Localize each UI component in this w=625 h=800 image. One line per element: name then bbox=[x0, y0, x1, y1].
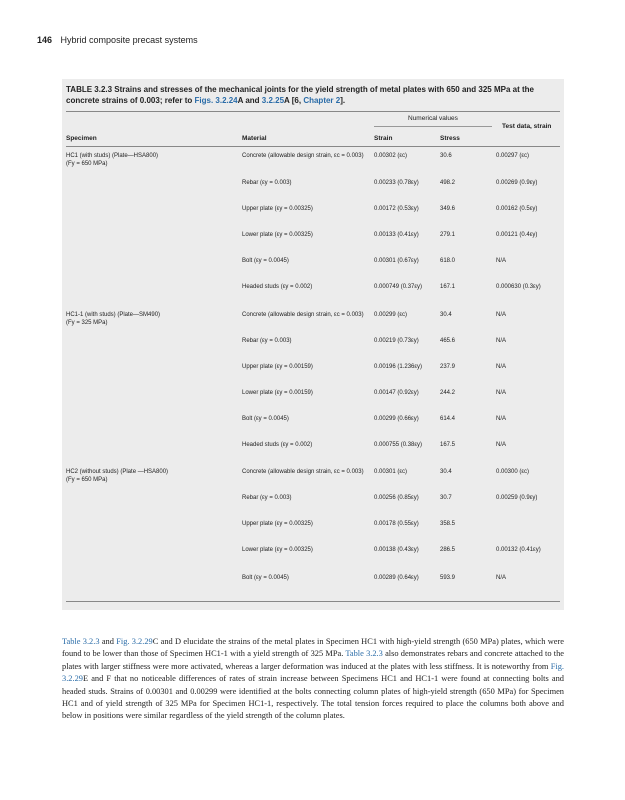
numerical-values-rule bbox=[374, 126, 492, 127]
table-cell: 167.5 bbox=[440, 442, 456, 448]
table-cell: 0.00297 (εc) bbox=[496, 153, 530, 159]
table-cell: 0.00299 (0.66εy) bbox=[374, 416, 419, 422]
table-cell: 0.00256 (0.85εy) bbox=[374, 495, 419, 501]
table-cell: 498.2 bbox=[440, 180, 456, 186]
table-cell: Rebar (εy = 0.003) bbox=[242, 180, 292, 186]
body-text-run: also demonstrates rebars and concrete attached to the plates with larger stiffness were more activated, whereas a larger deformation was induced at the plates with less stiffness. It is noteworthy from bbox=[62, 649, 564, 671]
table-cell: N/A bbox=[496, 258, 507, 264]
specimen-name: HC1-1 (with studs) (Plate—SM490) bbox=[66, 312, 161, 318]
table-cell: Bolt (εy = 0.0045) bbox=[242, 258, 289, 264]
body-text-run: and bbox=[99, 637, 117, 646]
table-cell: Upper plate (εy = 0.00159) bbox=[242, 364, 313, 370]
page-number: 146 bbox=[37, 35, 53, 45]
table-cell: N/A bbox=[496, 338, 507, 344]
caption-text: A [6, bbox=[284, 96, 304, 105]
table-cell: Lower plate (εy = 0.00325) bbox=[242, 547, 313, 553]
ref-link-table-3-2-3[interactable]: Table 3.2.3 bbox=[62, 637, 100, 646]
table-cell: 0.00219 (0.73εy) bbox=[374, 338, 419, 344]
header-numerical-values: Numerical values bbox=[408, 115, 458, 122]
table-cell: 593.9 bbox=[440, 575, 456, 581]
caption-text: ]. bbox=[340, 96, 346, 105]
ref-link-table-3-2-3[interactable]: Table 3.2.3 bbox=[345, 649, 383, 659]
table-cell: 237.9 bbox=[440, 364, 456, 370]
table-cell: Rebar (εy = 0.003) bbox=[242, 495, 292, 501]
caption-text: A and bbox=[237, 96, 262, 105]
table-cell: 30.6 bbox=[440, 153, 452, 159]
table-cell: 0.00178 (0.55εy) bbox=[374, 521, 419, 527]
caption-link-chapter-2[interactable]: Chapter 2 bbox=[303, 96, 341, 105]
specimen-name: HC2 (without studs) (Plate —HSA800) bbox=[66, 469, 169, 475]
table-cell: 0.00299 (εc) bbox=[374, 312, 408, 318]
table-cell: Bolt (εy = 0.0045) bbox=[242, 416, 289, 422]
table-cell: Concrete (allowable design strain, εc = 0.003) bbox=[242, 312, 364, 318]
ref-link-fig-3-2-29[interactable]: Fig. 3.2.29 bbox=[62, 661, 564, 684]
table-top-rule bbox=[66, 111, 560, 112]
table-cell: 0.00302 (εc) bbox=[374, 153, 408, 159]
table-cell: 618.0 bbox=[440, 258, 456, 264]
table-cell: N/A bbox=[496, 312, 507, 318]
table-cell: Lower plate (εy = 0.00325) bbox=[242, 232, 313, 238]
caption-text: TABLE 3.2.3 Strains and stresses of the mechanical joints for the yield strength of metal plates with 650 and 325 MPa at the concrete strains of 0.003; refer to bbox=[66, 85, 534, 105]
table-cell: 0.00138 (0.43εy) bbox=[374, 547, 419, 553]
table-cell: 0.000755 (0.38εy) bbox=[374, 442, 423, 448]
table-cell: Headed studs (εy = 0.002) bbox=[242, 284, 313, 290]
caption-link-fig-3-2-25[interactable]: 3.2.25 bbox=[261, 96, 285, 105]
header-strain: Strain bbox=[374, 135, 393, 142]
table-cell: 0.00196 (1.236εy) bbox=[374, 364, 423, 370]
table-cell: 0.00269 (0.9εy) bbox=[496, 180, 538, 186]
table-cell: Headed studs (εy = 0.002) bbox=[242, 442, 313, 448]
table-cell: 286.5 bbox=[440, 547, 456, 553]
table-cell: N/A bbox=[496, 390, 507, 396]
header-material: Material bbox=[242, 135, 267, 142]
table-caption bbox=[66, 84, 560, 106]
table-cell: 0.00259 (0.9εy) bbox=[496, 495, 538, 501]
table-cell: N/A bbox=[496, 364, 507, 370]
ref-link-fig-3-2-29[interactable]: Fig. 3.2.29 bbox=[116, 637, 153, 646]
table-cell: 0.000630 (0.3εy) bbox=[496, 284, 541, 290]
table-cell: N/A bbox=[496, 442, 507, 448]
table-cell: 614.4 bbox=[440, 416, 456, 422]
table-cell: Bolt (εy = 0.0045) bbox=[242, 575, 289, 581]
specimen-hc1 bbox=[66, 152, 226, 168]
table-cell: Concrete (allowable design strain, εc = 0.003) bbox=[242, 153, 364, 159]
table-cell: 0.00300 (εc) bbox=[496, 469, 530, 475]
table-cell: 0.000749 (0.37εy) bbox=[374, 284, 423, 290]
running-title: Hybrid composite precast systems bbox=[60, 35, 198, 45]
specimen-yield: (Fy = 650 MPa) bbox=[66, 477, 108, 483]
specimen-yield: (Fy = 650 MPa) bbox=[66, 161, 108, 167]
table-cell: 0.00301 (εc) bbox=[374, 469, 408, 475]
header-specimen: Specimen bbox=[66, 135, 97, 142]
table-cell: 0.00301 (0.67εy) bbox=[374, 258, 419, 264]
table-cell: 167.1 bbox=[440, 284, 456, 290]
table-cell: 0.00132 (0.41εy) bbox=[496, 547, 541, 553]
table-bottom-rule bbox=[66, 601, 560, 602]
header-test-data: Test data, strain bbox=[502, 123, 552, 130]
table-cell: 30.4 bbox=[440, 312, 452, 318]
table-cell: 0.00133 (0.41εy) bbox=[374, 232, 419, 238]
table-cell: 0.00121 (0.4εy) bbox=[496, 232, 538, 238]
table-cell: 0.00172 (0.53εy) bbox=[374, 206, 419, 212]
header-bottom-rule bbox=[66, 146, 560, 147]
table-cell: 30.7 bbox=[440, 495, 452, 501]
table-cell: 0.00162 (0.5εy) bbox=[496, 206, 538, 212]
header-stress: Stress bbox=[440, 135, 460, 142]
table-cell: Lower plate (εy = 0.00159) bbox=[242, 390, 313, 396]
specimen-hc1-1 bbox=[66, 311, 226, 327]
table-cell: Upper plate (εy = 0.00325) bbox=[242, 206, 313, 212]
page-header bbox=[37, 35, 198, 45]
table-cell: Concrete (allowable design strain, εc = 0.003) bbox=[242, 469, 364, 475]
table-cell: 30.4 bbox=[440, 469, 452, 475]
table-cell: 0.00147 (0.92εy) bbox=[374, 390, 419, 396]
table-3-2-3 bbox=[62, 79, 564, 610]
body-text-run: C and D elucidate the strains of the metal plates in Specimen HC1 with high-yield strength (650 MPa) plates, which were found to be lower than those of Specimen HC1-1 with a yield strength of 325 MPa. bbox=[62, 637, 564, 659]
table-cell: Upper plate (εy = 0.00325) bbox=[242, 521, 313, 527]
caption-link-fig-3-2-24[interactable]: Figs. 3.2.24 bbox=[194, 96, 238, 105]
table-cell: Rebar (εy = 0.003) bbox=[242, 338, 292, 344]
table-cell: 349.6 bbox=[440, 206, 456, 212]
specimen-yield: (Fy = 325 MPa) bbox=[66, 320, 108, 326]
specimen-name: HC1 (with studs) (Plate—HSA800) bbox=[66, 153, 159, 159]
table-cell: 465.6 bbox=[440, 338, 456, 344]
table-cell: 0.00289 (0.64εy) bbox=[374, 575, 419, 581]
table-cell: 0.00233 (0.78εy) bbox=[374, 180, 419, 186]
specimen-hc2 bbox=[66, 468, 226, 484]
table-cell: N/A bbox=[496, 575, 507, 581]
table-cell: N/A bbox=[496, 416, 507, 422]
body-text-run: E and F that no noticeable differences of rates of strain increase between Specimens HC1 and HC1-1 were found at connecting bolts and headed studs. Strains of 0.00301 and 0.00299 were identified at the bolts connecting column plates of high-yield strength (650 MPa) for Specimen HC1 and of yield strength of 325 MPa for Specimen HC1-1, respectively. The total tension forces required to place the columns both above and below in positions were similar regardless of the yield strength of the column plates. bbox=[62, 674, 564, 721]
table-cell: 358.5 bbox=[440, 521, 456, 527]
table-cell: 279.1 bbox=[440, 232, 456, 238]
table-cell: 244.2 bbox=[440, 390, 456, 396]
body-paragraph bbox=[62, 636, 564, 723]
